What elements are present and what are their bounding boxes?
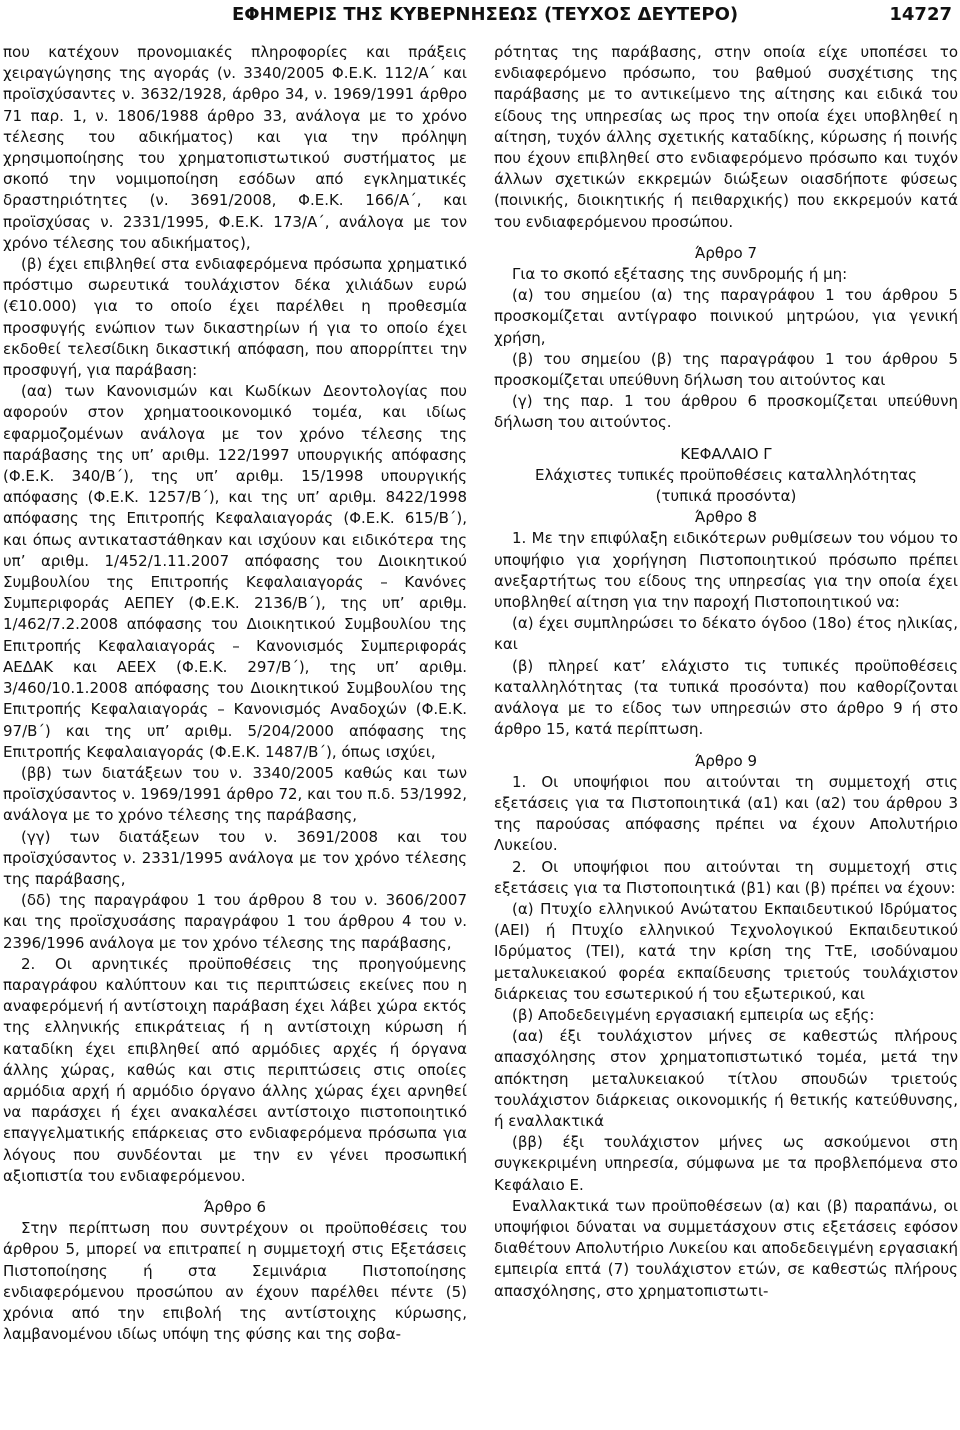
chapter-heading: ΚΕΦΑΛΑΙΟ Γ [680,444,772,463]
paragraph: (α) του σημείου (α) της παραγράφου 1 του άρθρου 5 προσκομίζεται αντίγραφο ποινικού μητρώου, για γενική χρήση, [494,286,958,347]
paragraph: (αα) των Κανονισμών και Κωδίκων Δεοντολογίας που αφορούν στον χρηματοοικονομικό τομέα, και ιδίως εφαρμοζομένων ανάλογα με τον χρόνο τέλεσης της παράβασης της υπ’ αριθμ. 122/1997 υπουργικής απόφασης (Φ.Ε.Κ. 340/Β΄), της υπ’ αριθμ. 15/1998 υπουργικής απόφασης (Φ.Ε.Κ. 1257/Β΄), και της υπ’ αριθμ. 8422/1998 απόφασης της Επιτροπής Κεφαλαιαγοράς (Φ.Ε.Κ. 615/Β΄), και όπως αντικαταστάθηκαν και ισχύουν και ειδικότερα της υπ’ αριθμ. 1/452/1.11.2007 απόφασης του Διοικητικού Συμβουλίου της Επιτροπής Κεφαλαιαγοράς – Κανόνες Συμπεριφοράς ΑΕΠΕΥ (Φ.Ε.Κ. 2136/Β΄), της υπ’ αριθμ. 1/462/7.2.2008 απόφασης του Διοικητικού Συμβουλίου της Επιτροπής Κεφαλαιαγοράς – Κανονισμός Συμπεριφοράς ΑΕΔΑΚ και ΑΕΕΧ (Φ.Ε.Κ. 297/Β΄), της υπ’ αριθμ. 3/460/10.1.2008 απόφασης του Διοικητικού Συμβουλίου της Επιτροπής Κεφαλαιαγοράς – Κανονισμός Αναδοχών (Φ.Ε.Κ. 97/Β΄) και της υπ’ αριθμ. 5/204/2000 απόφασης της Επιτροπής Κεφαλαιαγοράς (Φ.Ε.Κ. 1487/Β΄), όπως ισχύει, [3,382,467,761]
paragraph: (ββ) των διατάξεων του ν. 3340/2005 καθώς και των προϊσχύσαντος ν. 1969/1991 άρθρο 72, και του π.δ. 53/1992, ανάλογα με το χρόνο τέλεσης της παράβασης, [3,763,467,825]
paragraph: (αα) έξι τουλάχιστον μήνες σε καθεστώς πλήρους απασχόλησης στον χρηματοπιστωτικό τομέα, μετά την απόκτηση μεταλυκειακού τίτλου σπουδών τριετούς τουλάχιστον διάρκειας οικονομικής ή θετικής κατεύθυνσης, ή εναλλακτικά [494,1027,958,1130]
paragraph: (β) πληρεί κατ’ ελάχιστο τις τυπικές προϋποθέσεις καταλληλότητας (τα τυπικά προσόντα) που καθορίζονται ανάλογα με το είδος των υπηρεσιών στο άρθρο 9 ή στο άρθρο 15, κατά περίπτωση. [494,656,958,739]
paragraph: 2. Οι αρνητικές προϋποθέσεις της προηγούμενης παραγράφου καλύπτουν και τις περιπτώσεις εκείνες που η αναφερόμενή ή αντίστοιχη παράβαση έχει λάβει χώρα εκτός της ελληνικής επικράτειας ή η αντίστοιχη κύρωση ή καταδίκη έχει επιβληθεί από αρμόδιες αρχές ή όργανα άλλης χώρας, καθώς και στις περιπτώσεις στις οποίες αρμόδια αρχή ή αρμόδιο όργανο άλλης χώρας έχει αρνηθεί να παράσχει ή έχει ανακαλέσει αντίστοιχο πιστοποιητικό επαγγελματικής επάρκειας στο ενδιαφερόμενα πρόσωπα για λόγους που συνδέονται με την εν γένει προσωπική αξιοπιστία του ενδιαφερόμενου. [3,954,467,1185]
left-column [3,42,467,1345]
article-heading: Άρθρο 7 [694,243,758,262]
chapter-subtitle: (τυπικά προσόντα) [655,487,797,506]
right-column [494,42,958,1302]
paragraph: 2. Οι υποψήφιοι που αιτούνται τη συμμετοχή στις εξετάσεις για τα Πιστοποιητικά (β1) και (β) πρέπει να έχουν: [494,857,958,897]
paragraph: (β) του σημείου (β) της παραγράφου 1 του άρθρου 5 προσκομίζεται υπεύθυνη δήλωση του αιτούντος και [494,349,958,390]
paragraph: 1. Με την επιφύλαξη ειδικότερων ρυθμίσεων του νόμου το υποψήφιο για χορήγηση Πιστοποιητικού πρόσωπο πρέπει ανεξαρτήτως του είδους της υπηρεσίας για την οποία έχει υποβληθεί αίτηση για την παροχή Πιστοποιητικού να: [494,529,958,612]
paragraph: Για το σκοπό εξέτασης της συνδρομής ή μη: [512,265,848,284]
paragraph: (ββ) έξι τουλάχιστον μήνες ως ασκούμενοι στη συγκεκριμένη υπηρεσία, σύμφωνα με τα προβλεπόμενα στο Κεφάλαιο Ε. [494,1133,958,1194]
paragraph: Στην περίπτωση που συντρέχουν οι προϋποθέσεις του άρθρου 5, μπορεί να επιτραπεί η συμμετοχή στις Εξετάσεις Πιστοποίησης ή στα Σεμινάρια Πιστοποίησης ενδιαφερόμενου προσώπου αν έχουν παρέλθει πέντε (5) χρόνια από την επιβολή της αντίστοιχης κύρωσης, λαμβανομένου ιδίως υπόψη της φύσης και της σοβα- [3,1219,467,1344]
paragraph: (α) Πτυχίο ελληνικού Ανώτατου Εκπαιδευτικού Ιδρύματος (ΑΕΙ) ή Πτυχίο ελληνικού Τεχνολογικού Εκπαιδευτικού Ιδρύματος (ΤΕΙ), κατά την κρίση της ΤτΕ, ισοδύναμου μεταλυκειακού φορέα εκπαίδευσης τριετούς τουλάχιστον διάρκειας του εσωτερικού ή του εξωτερικού, και [494,899,958,1003]
article-heading: Άρθρο 6 [203,1197,267,1216]
paragraph: 1. Οι υποψήφιοι που αιτούνται τη συμμετοχή στις εξετάσεις για τα Πιστοποιητικά (α1) και (α2) του άρθρου 3 της παρούσας απόφασης πρέπει να έχουν Απολυτήριο Λυκείου. [494,772,958,855]
article-heading: Άρθρο 8 [694,508,758,527]
paragraph: (α) έχει συμπληρώσει το δέκατο όγδοο (18ο) έτος ηλικίας, και [494,614,958,654]
paragraph: (δδ) της παραγράφου 1 του άρθρου 8 του ν. 3606/2007 και της προϊσχυσάσης παραγράφου 1 του άρθρου 4 του ν. 2396/1996 ανάλογα με τον χρόνο τέλεσης της παράβασης, [3,891,467,952]
gazette-title: ΕΦΗΜΕΡΙΣ ΤΗΣ ΚΥΒΕΡΝΗΣΕΩΣ (ΤΕΥΧΟΣ ΔΕΥΤΕΡΟ) [232,4,739,25]
paragraph: Εναλλακτικά των προϋποθέσεων (α) και (β) παραπάνω, οι υποψήφιοι δύναται να συμμετάσχουν στις εξετάσεις εφόσον διαθέτουν Απολυτήριο Λυκείου και αποδεδειγμένη εργασιακή εμπειρία επτά (7) τουλάχιστον ετών, σε καθεστώς πλήρους απασχόλησης, στο χρηματοπιστωτι- [494,1196,958,1300]
page-number: 14727 [889,4,952,25]
paragraph: (γ) της παρ. 1 του άρθρου 6 προσκομίζεται υπεύθυνη δήλωση του αιτούντος. [494,392,958,432]
paragraph: ρότητας της παράβασης, στην οποία είχε υποπέσει το ενδιαφερόμενο πρόσωπο, του βαθμού συσχέτισης της παράβασης με το αντικείμενο της αίτησης και ειδικά του είδους της υπηρεσίας ως προς την οποία έχει υποβληθεί η αίτηση, τυχόν άλλης σχετικής καταδίκης, κύρωσης ή ποινής που έχουν επιβληθεί στο ενδιαφερόμενο πρόσωπο και τυχόν άλλων σχετικών εκκρεμών διώξεων οιασδήποτε φύσεως (ποινικής, διοικητικής ή πειθαρχικής) που εκκρεμούν κατά του ενδιαφερόμενου προσώπου. [494,43,958,231]
page-header [0,0,960,30]
paragraph: (β) έχει επιβληθεί στα ενδιαφερόμενα πρόσωπα χρηματικό πρόστιμο σωρευτικά τουλάχιστον δέκα χιλιάδων ευρώ (€10.000) για το οποίο έχει παρέλθει η προθεσμία προσφυγής ενώπιον των δικαστηρίων ή για το οποίο έχει εκδοθεί τελεσίδικη δικαστική απόφαση, που απορρίπτει την προσφυγή, για παράβαση: [3,255,467,380]
chapter-subtitle: Ελάχιστες τυπικές προϋποθέσεις καταλληλότητας [535,465,917,484]
paragraph: που κατέχουν προνομιακές πληροφορίες και πράξεις χειραγώγησης της αγοράς (ν. 3340/2005 Φ.Ε.Κ. 112/Α΄ και προϊσχύσαντες ν. 3632/1928, άρθρο 34, ν. 1969/1991 άρθρο 71 παρ. 1, ν. 1806/1988 άρθρο 33, ανάλογα με το χρόνο τέλεσης του αδικήματος) και για την πρόληψη χρησιμοποίησης του χρηματοπιστωτικού συστήματος με σκοπό την νομιμοποίηση εσόδων από εγκληματικές δραστηριότητες (ν. 3691/2008, Φ.Ε.Κ. 166/Α΄, και προϊσχύσας ν. 2331/1995, Φ.Ε.Κ. 173/Α΄, ανάλογα με τον χρόνο τέλεσης του αδικήματος), [3,43,467,252]
article-heading: Άρθρο 9 [694,751,758,770]
paragraph: (γγ) των διατάξεων του ν. 3691/2008 και του προϊσχύσαντος ν. 2331/1995 ανάλογα με τον χρόνο τέλεσης της παράβασης, [3,827,467,888]
paragraph: (β) Αποδεδειγμένη εργασιακή εμπειρία ως εξής: [512,1005,875,1024]
